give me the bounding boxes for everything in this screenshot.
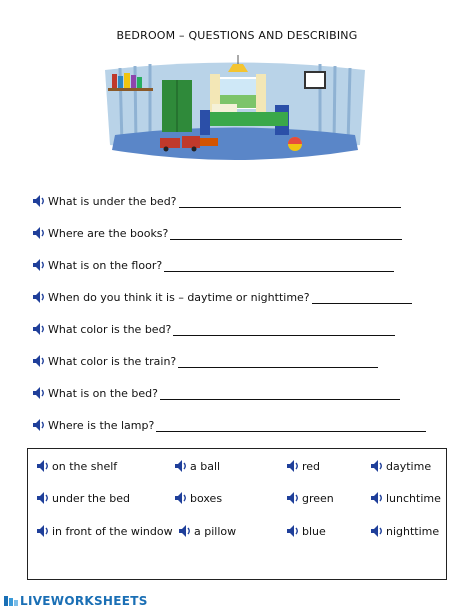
speaker-icon[interactable] — [32, 354, 46, 368]
word-option[interactable] — [370, 459, 431, 473]
word-option-text: a pillow — [194, 524, 237, 538]
speaker-icon[interactable] — [286, 459, 300, 473]
word-option-text: on the shelf — [52, 459, 118, 473]
speaker-icon[interactable] — [32, 290, 46, 304]
word-option-text: a ball — [190, 459, 221, 473]
question-row — [32, 414, 452, 436]
word-option[interactable] — [286, 459, 320, 473]
speaker-icon[interactable] — [32, 194, 46, 208]
answer-line[interactable] — [156, 419, 426, 432]
speaker-icon[interactable] — [32, 386, 46, 400]
speaker-icon[interactable] — [370, 524, 384, 538]
speaker-icon[interactable] — [286, 491, 300, 505]
bedroom-illustration — [100, 50, 370, 165]
word-option-text: boxes — [190, 491, 223, 505]
question-row — [32, 382, 452, 404]
liveworksheets-logo-icon — [4, 595, 18, 607]
question-text: Where are the books? — [48, 226, 169, 240]
word-option-text: nighttime — [386, 524, 440, 538]
speaker-icon[interactable] — [32, 322, 46, 336]
speaker-icon[interactable] — [174, 491, 188, 505]
answer-line[interactable] — [170, 227, 402, 240]
question-text: Where is the lamp? — [48, 418, 155, 432]
question-text: What is on the bed? — [48, 386, 158, 400]
speaker-icon[interactable] — [36, 459, 50, 473]
word-option[interactable] — [36, 459, 117, 473]
word-option[interactable] — [370, 491, 441, 505]
question-text: When do you think it is – daytime or nighttime? — [48, 290, 310, 304]
question-text: What is on the floor? — [48, 258, 163, 272]
word-bank — [27, 448, 447, 580]
speaker-icon[interactable] — [178, 524, 192, 538]
answer-line[interactable] — [173, 323, 395, 336]
word-option[interactable] — [36, 524, 173, 538]
word-option[interactable] — [178, 524, 236, 538]
word-option-text: blue — [302, 524, 326, 538]
question-row — [32, 190, 452, 212]
word-option-text: lunchtime — [386, 491, 441, 505]
brand-name: LIVEWORKSHEETS — [20, 594, 148, 608]
speaker-icon[interactable] — [370, 459, 384, 473]
word-option[interactable] — [174, 491, 222, 505]
question-row — [32, 254, 452, 276]
answer-line[interactable] — [179, 195, 401, 208]
speaker-icon[interactable] — [32, 258, 46, 272]
question-row — [32, 350, 452, 372]
answer-line[interactable] — [164, 259, 394, 272]
question-text: What color is the train? — [48, 354, 177, 368]
question-row — [32, 286, 452, 308]
question-row — [32, 222, 452, 244]
speaker-icon[interactable] — [32, 226, 46, 240]
speaker-icon[interactable] — [174, 459, 188, 473]
word-option[interactable] — [286, 491, 334, 505]
answer-line[interactable] — [312, 291, 412, 304]
brand-footer[interactable] — [4, 594, 148, 608]
word-option[interactable] — [36, 491, 130, 505]
speaker-icon[interactable] — [286, 524, 300, 538]
speaker-icon[interactable] — [36, 524, 50, 538]
word-option[interactable] — [370, 524, 439, 538]
word-option-text: under the bed — [52, 491, 130, 505]
speaker-icon[interactable] — [370, 491, 384, 505]
word-option-text: green — [302, 491, 334, 505]
answer-line[interactable] — [160, 387, 400, 400]
word-option-text: red — [302, 459, 321, 473]
answer-line[interactable] — [178, 355, 378, 368]
word-option-text: in front of the window — [52, 524, 173, 538]
word-option[interactable] — [174, 459, 220, 473]
question-text: What is under the bed? — [48, 194, 177, 208]
speaker-icon[interactable] — [36, 491, 50, 505]
question-text: What color is the bed? — [48, 322, 172, 336]
word-option[interactable] — [286, 524, 326, 538]
worksheet-title: BEDROOM – QUESTIONS AND DESCRIBING — [116, 29, 358, 42]
question-row — [32, 318, 452, 340]
speaker-icon[interactable] — [32, 418, 46, 432]
word-option-text: daytime — [386, 459, 432, 473]
